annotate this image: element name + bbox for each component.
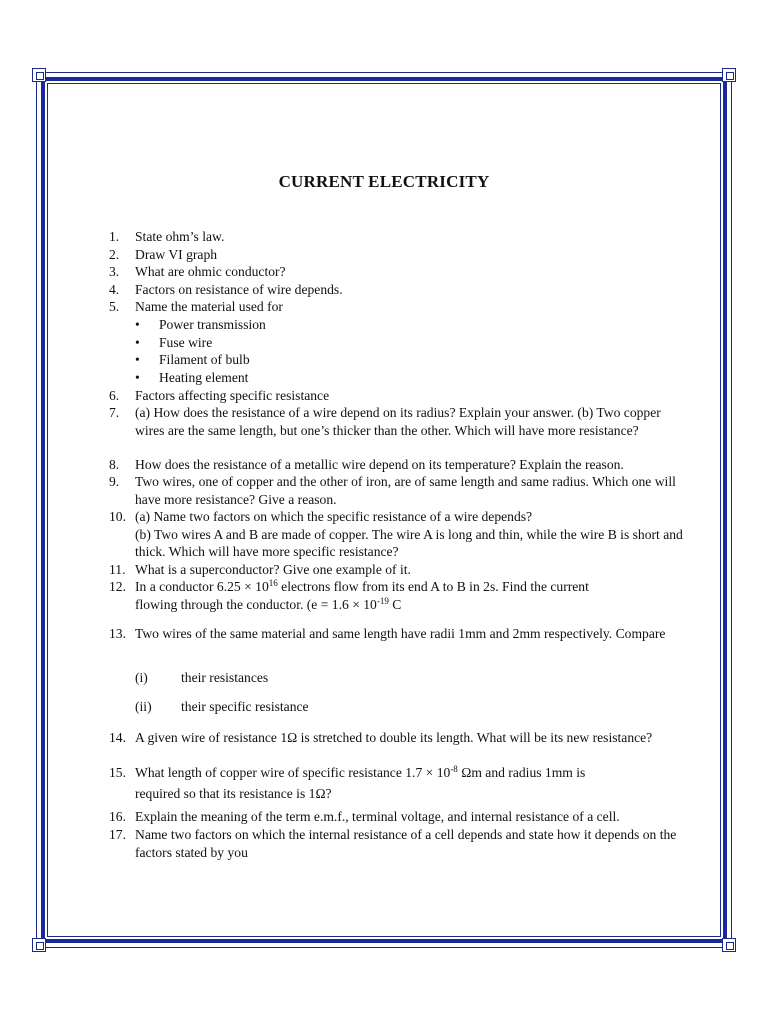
question-text-b: (b) Two wires A and B are made of copper. The wire A is long and thin, while the wire B is short and thick. Which will have more specific resistance? <box>135 526 683 560</box>
question-number: 12. <box>109 579 126 594</box>
question-text: What are ohmic conductor? <box>135 264 286 279</box>
question-number: 7. <box>109 405 120 420</box>
question-text: State ohm’s law. <box>135 229 225 244</box>
question-number: 10. <box>109 509 126 524</box>
question-11 <box>109 561 689 579</box>
question-14 <box>109 729 689 747</box>
question-10 <box>109 508 689 561</box>
question-number: 17. <box>109 827 126 842</box>
list-item <box>135 334 212 352</box>
sub-question-text: their specific resistance <box>181 699 309 714</box>
bullet-icon: • <box>135 352 140 367</box>
list-item-text: Fuse wire <box>159 335 213 350</box>
sub-question <box>135 669 268 687</box>
question-text: A given wire of resistance 1Ω is stretched to double its length. What will be its new resistance? <box>135 730 653 745</box>
question-text: Factors on resistance of wire depends. <box>135 282 343 297</box>
question-number: 6. <box>109 388 120 403</box>
question-number: 8. <box>109 457 120 472</box>
question-number: 15. <box>109 765 126 780</box>
question-number: 14. <box>109 730 126 745</box>
question-text-a: (a) Name two factors on which the specific resistance of a wire depends? <box>135 509 533 524</box>
question-number: 1. <box>109 229 120 244</box>
question-4 <box>109 281 689 299</box>
question-number: 5. <box>109 299 120 314</box>
question-7 <box>109 404 689 439</box>
question-text-line-1: What length of copper wire of specific resistance $1.7 \times 10^{-8}$ Ωm and radius 1mm is <box>135 764 586 780</box>
list-item-text: Power transmission <box>159 317 266 332</box>
list-item <box>135 316 266 334</box>
question-9 <box>109 473 689 508</box>
sub-question-label: (i) <box>135 670 148 685</box>
list-item-text: Filament of bulb <box>159 352 250 367</box>
question-text: Two wires, one of copper and the other of iron, are of same length and same radius. Which one will have more resistance? Give a reason. <box>135 474 676 507</box>
border-corner-ornament <box>32 938 46 952</box>
bullet-icon: • <box>135 335 140 350</box>
question-number: 2. <box>109 247 120 262</box>
question-text-line-2: required so that its resistance is 1Ω? <box>135 785 332 801</box>
question-text: What is a superconductor? Give one example of it. <box>135 562 411 577</box>
sub-question <box>135 698 309 716</box>
exponent: -8 <box>450 764 458 774</box>
question-5 <box>109 298 689 316</box>
exponent: -19 <box>376 595 389 606</box>
list-item-text: Heating element <box>159 370 249 385</box>
question-text: Name the material used for <box>135 299 283 314</box>
question-number: 9. <box>109 474 120 489</box>
question-3 <box>109 263 689 281</box>
exponent: 16 <box>268 578 278 588</box>
question-17 <box>109 826 689 861</box>
question-16 <box>109 808 689 826</box>
question-text-line-2: flowing through the conductor. ($e = 1.6 \times 10^{-19}$ C <box>135 595 402 612</box>
page-title: CURRENT ELECTRICITY <box>278 172 490 191</box>
question-2 <box>109 246 689 264</box>
sub-question-text: their resistances <box>181 670 269 685</box>
bullet-icon: • <box>135 317 140 332</box>
question-text: How does the resistance of a metallic wire depend on its temperature? Explain the reason. <box>135 457 624 472</box>
list-item <box>135 369 248 387</box>
question-text: Name two factors on which the internal resistance of a cell depends and state how it depends on the factors stated by you <box>135 827 677 860</box>
border-corner-ornament <box>722 68 736 82</box>
question-15 <box>109 764 689 802</box>
question-text: Draw VI graph <box>135 247 218 262</box>
border-corner-ornament <box>722 938 736 952</box>
question-12 <box>109 578 689 613</box>
question-8 <box>109 456 689 474</box>
list-item <box>135 351 250 369</box>
question-text-line-1: In a conductor $6.25 \times 10^{16}$ electrons flow from its end A to B in 2s. Find the current <box>135 578 589 594</box>
question-number: 11. <box>109 562 126 577</box>
question-1 <box>109 228 689 246</box>
question-number: 4. <box>109 282 120 297</box>
sub-question-label: (ii) <box>135 699 152 714</box>
question-text: Explain the meaning of the term e.m.f., terminal voltage, and internal resistance of a cell. <box>135 809 620 824</box>
question-number: 3. <box>109 264 120 279</box>
border-corner-ornament <box>32 68 46 82</box>
question-text: Two wires of the same material and same length have radii 1mm and 2mm respectively. Compare <box>135 626 666 641</box>
question-number: 13. <box>109 626 126 641</box>
bullet-icon: • <box>135 370 140 385</box>
question-number: 16. <box>109 809 126 824</box>
question-13 <box>109 625 689 643</box>
question-6 <box>109 387 689 405</box>
question-text: (a) How does the resistance of a wire depend on its radius? Explain your answer. (b) Two copper wires are the same length, but one’s thicker than the other. Which will have more resistance? <box>135 405 661 438</box>
question-text: Factors affecting specific resistance <box>135 388 330 403</box>
